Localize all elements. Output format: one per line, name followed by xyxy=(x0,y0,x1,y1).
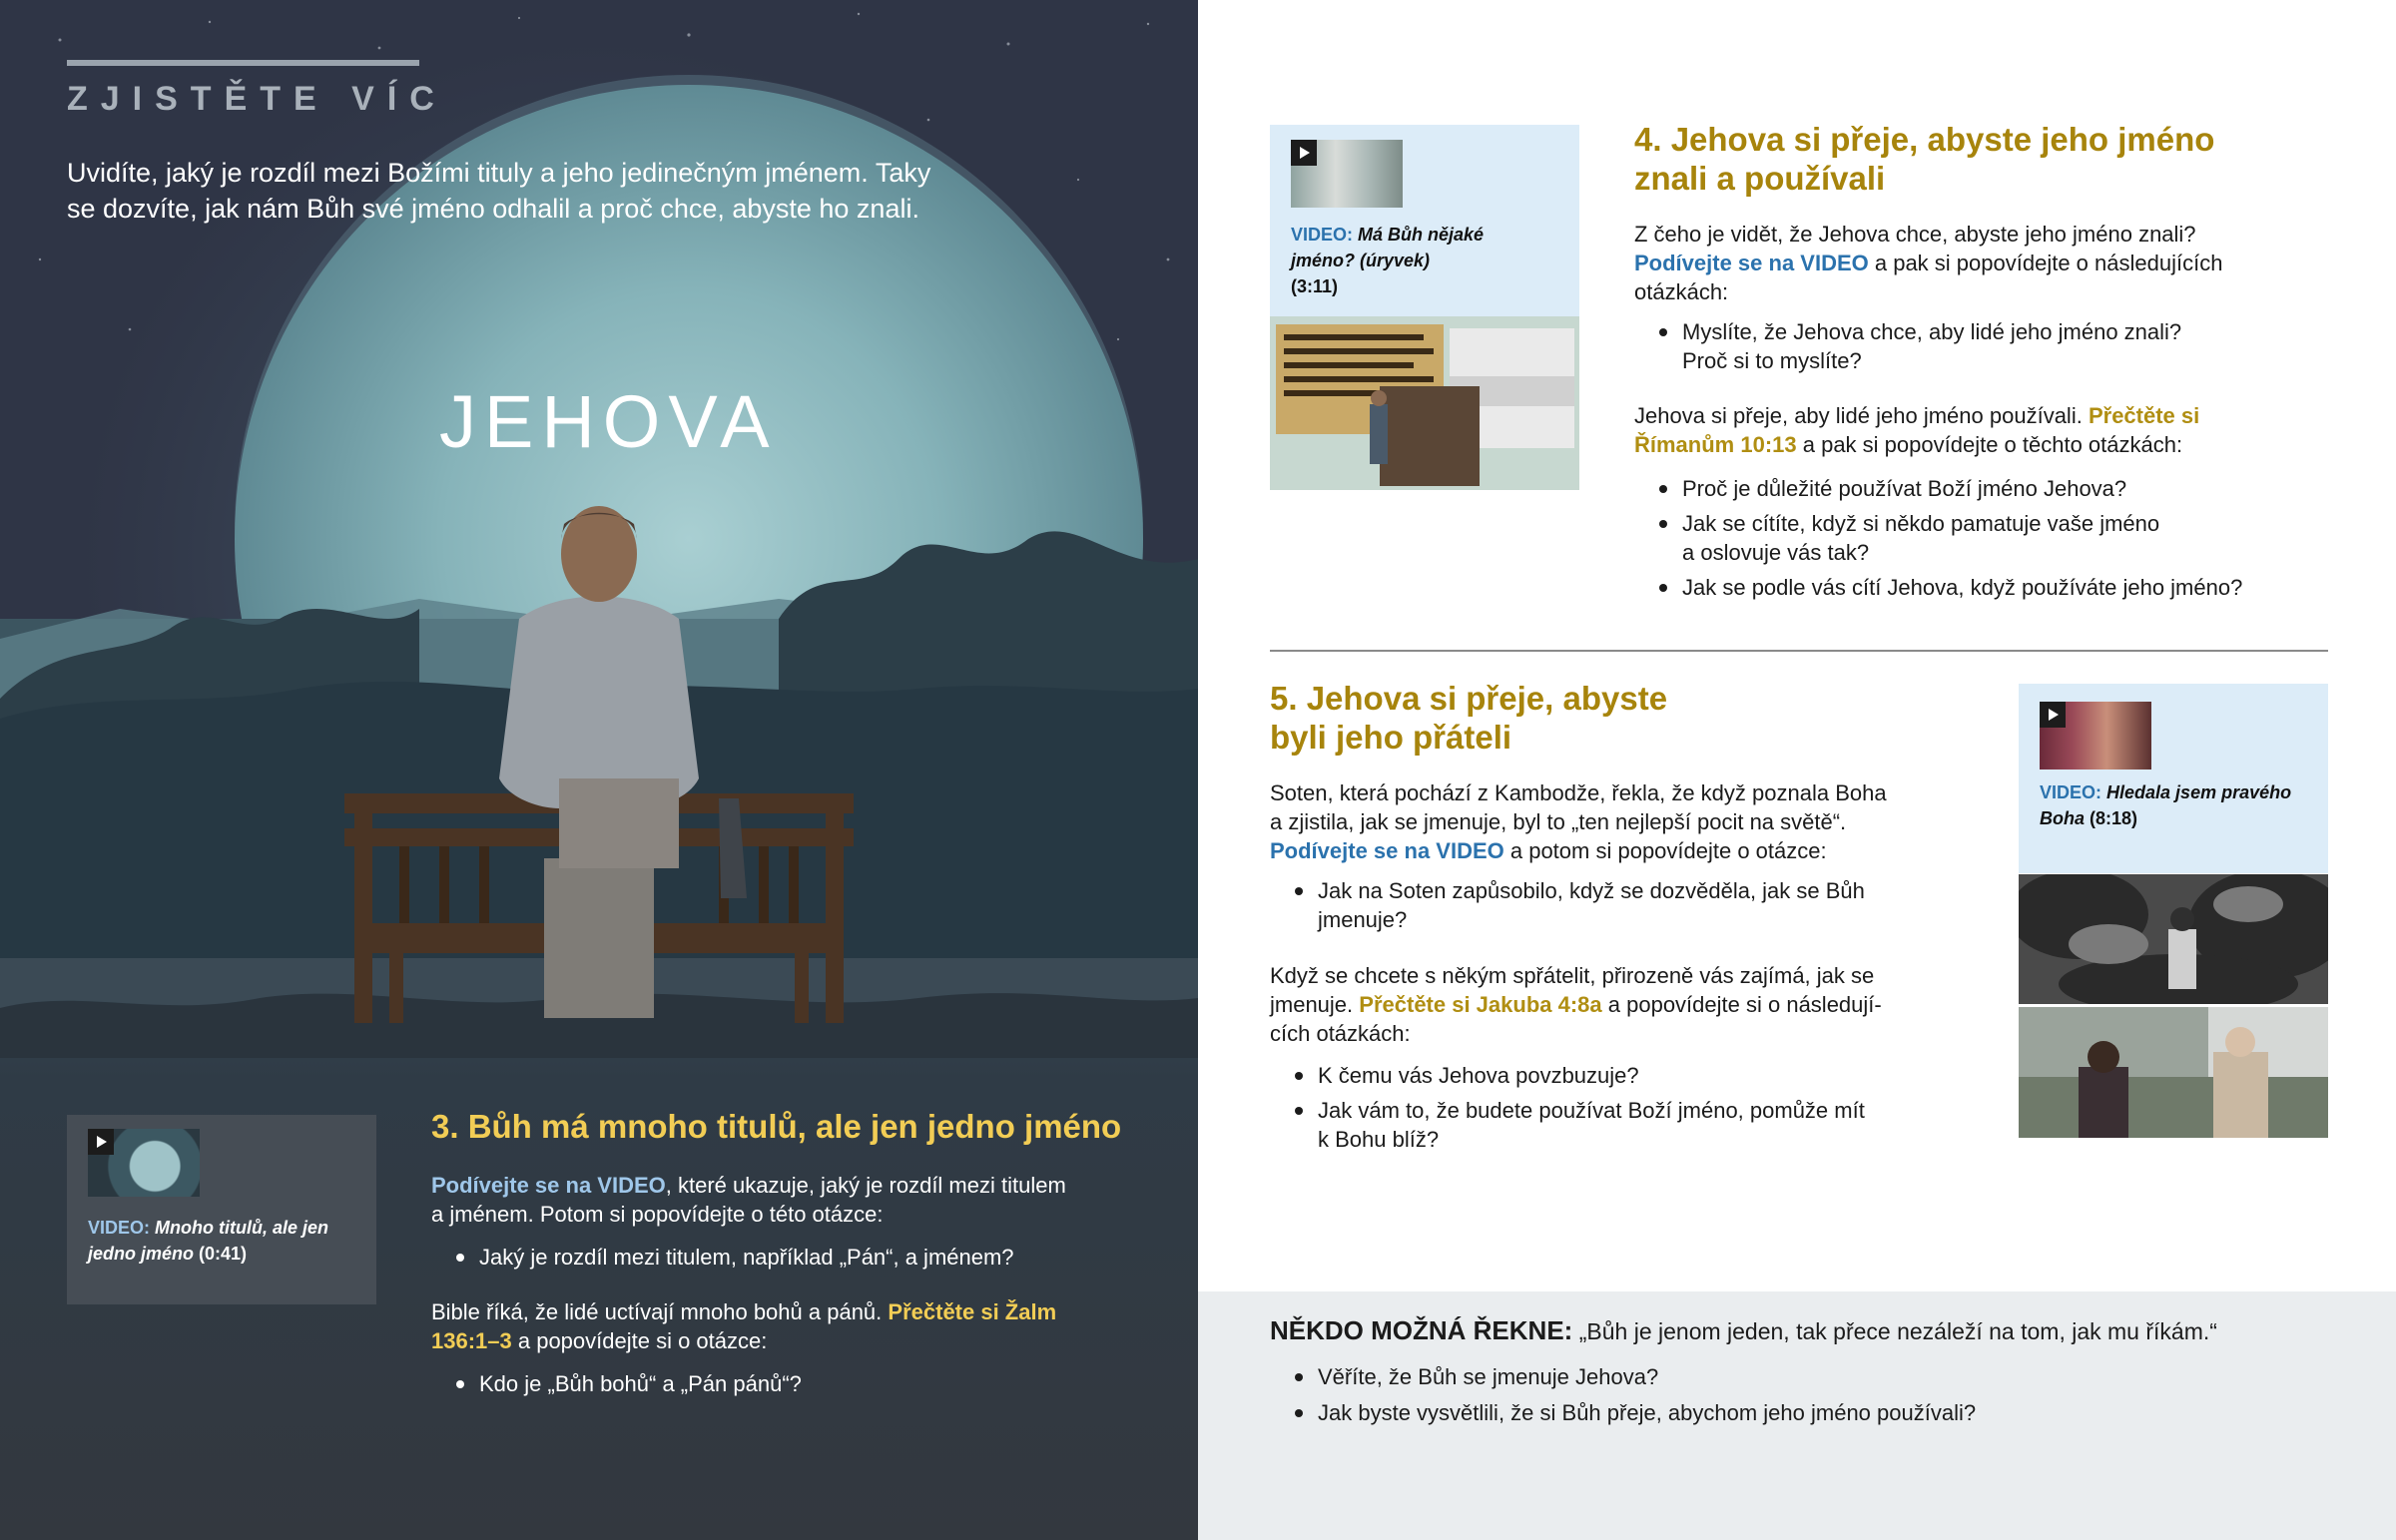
section-3-paragraph-1: Podívejte se na VIDEO, které ukazuje, jaký je rozdíl mezi titulem a jménem. Potom si popovídejte o této otázce: xyxy=(431,1173,1066,1227)
footer-question-1: Věříte, že Bůh se jmenuje Jehova? xyxy=(1318,1364,1659,1389)
scripture-link-psalm[interactable]: Přečtěte si Žalm xyxy=(888,1299,1057,1324)
section-4-question-2: Proč je důležité používat Boží jméno Jehova? xyxy=(1682,476,2127,501)
scripture-link-romans[interactable]: Přečtěte si xyxy=(2088,403,2200,428)
section-4-paragraph-2: Jehova si přeje, aby lidé jeho jméno používali. Přečtěte si Římanům 10:13 a pak si popovídejte o těchto otázkách: xyxy=(1634,403,2200,457)
section-3-title: 3. Bůh má mnoho titulů, ale jen jedno jméno xyxy=(431,1108,1122,1145)
video-link[interactable]: Podívejte se na VIDEO xyxy=(1270,838,1504,863)
video-caption: VIDEO: Má Bůh nějaké jméno? (úryvek) (3:11) xyxy=(1291,225,1485,296)
section-5-question-2: K čemu vás Jehova povzbuzuje? xyxy=(1318,1063,1639,1088)
section-5-question-3: Jak vám to, že budete používat Boží jméno, pomůže mít k Bohu blíž? xyxy=(1318,1098,1865,1152)
intro-text: Uvidíte, jaký je rozdíl mezi Božími tituly a jeho jedinečným jménem. Taky se dozvíte, jak nám Bůh své jméno odhalil a proč chce, abyste ho znali. xyxy=(67,158,931,224)
art-title: JEHOVA xyxy=(439,380,778,463)
section-5-question-1: Jak na Soten zapůsobilo, když se dozvěděla, jak se Bůh jmenuje? xyxy=(1318,878,1865,932)
video-card-titles[interactable] xyxy=(67,1115,376,1304)
play-icon[interactable] xyxy=(88,1129,114,1155)
video-still-woman-plants xyxy=(2019,874,2328,1004)
footer-statement: NĚKDO MOŽNÁ ŘEKNE: „Bůh je jenom jeden, tak přece nezáleží na tom, jak mu říkám.“ xyxy=(1270,1315,2217,1345)
video-thumbnail[interactable] xyxy=(88,1129,200,1197)
video-card-name[interactable] xyxy=(1270,125,1579,490)
section-3-question-2: Kdo je „Bůh bohů“ a „Pán pánů“? xyxy=(479,1371,802,1396)
section-3-paragraph-2: Bible říká, že lidé uctívají mnoho bohů a pánů. Přečtěte si Žalm 136:1–3 a popovídejte si o otázce: xyxy=(431,1299,1057,1353)
section-5-paragraph-1: Soten, která pochází z Kambodže, řekla, že když poznala Boha a zjistila, jak se jmenuje, byl to „ten nejlepší pocit na světě“. Podívejte se na VIDEO a potom si popovídejte o otázce: xyxy=(1270,780,1887,863)
section-5-title: 5. Jehova si přeje, abyste byli jeho přáteli xyxy=(1270,680,1668,756)
video-thumbnail[interactable] xyxy=(2040,702,2151,770)
kicker-rule xyxy=(67,60,419,66)
video-card-soten[interactable] xyxy=(2019,684,2328,873)
section-4-question-3: Jak se cítíte, když si někdo pamatuje vaše jméno a oslovuje vás tak? xyxy=(1682,511,2160,565)
video-link[interactable]: Podívejte se na VIDEO xyxy=(431,1173,666,1198)
section-divider xyxy=(1270,650,2328,652)
video-still-conversation xyxy=(2019,1007,2328,1138)
section-4-question-4: Jak se podle vás cítí Jehova, když používáte jeho jméno? xyxy=(1682,575,2243,600)
section-4-paragraph-1: Z čeho je vidět, že Jehova chce, abyste jeho jméno znali? Podívejte se na VIDEO a pak si popovídejte o následujících otázkách: xyxy=(1634,222,2223,304)
section-5-paragraph-2: Když se chcete s někým spřátelit, přirozeně vás zajímá, jak se jmenuje. Přečtěte si Jakuba 4:8a a popovídejte si o následují- cích otázkách: xyxy=(1270,963,1882,1046)
video-still-bible-pages xyxy=(1270,316,1579,490)
right-page xyxy=(1198,0,2396,1540)
scripture-link-psalm-ref[interactable]: 136:1–3 xyxy=(431,1328,512,1353)
scripture-link-romans-ref[interactable]: Římanům 10:13 xyxy=(1634,432,1797,457)
section-4-title: 4. Jehova si přeje, abyste jeho jméno znali a používali xyxy=(1634,121,2215,197)
footer-question-2: Jak byste vysvětlili, že si Bůh přeje, abychom jeho jméno používali? xyxy=(1318,1400,1977,1425)
video-caption: VIDEO: Hledala jsem pravého Boha (8:18) xyxy=(2040,782,2292,828)
section-3-question-1: Jaký je rozdíl mezi titulem, například „Pán“, a jménem? xyxy=(479,1245,1014,1270)
play-icon[interactable] xyxy=(1291,140,1317,166)
video-link[interactable]: Podívejte se na VIDEO xyxy=(1634,251,1869,275)
video-thumbnail[interactable] xyxy=(1291,140,1403,208)
scripture-link-james[interactable]: Přečtěte si Jakuba 4:8a xyxy=(1359,992,1602,1017)
play-icon[interactable] xyxy=(2040,702,2066,728)
section-4-question-1: Myslíte, že Jehova chce, aby lidé jeho jméno znali? Proč si to myslíte? xyxy=(1682,319,2182,373)
video-caption: VIDEO: Mnoho titulů, ale jen jedno jméno (0:41) xyxy=(88,1218,329,1264)
footer-box xyxy=(1198,1291,2396,1540)
kicker: ZJISTĚTE VÍC xyxy=(67,80,447,118)
